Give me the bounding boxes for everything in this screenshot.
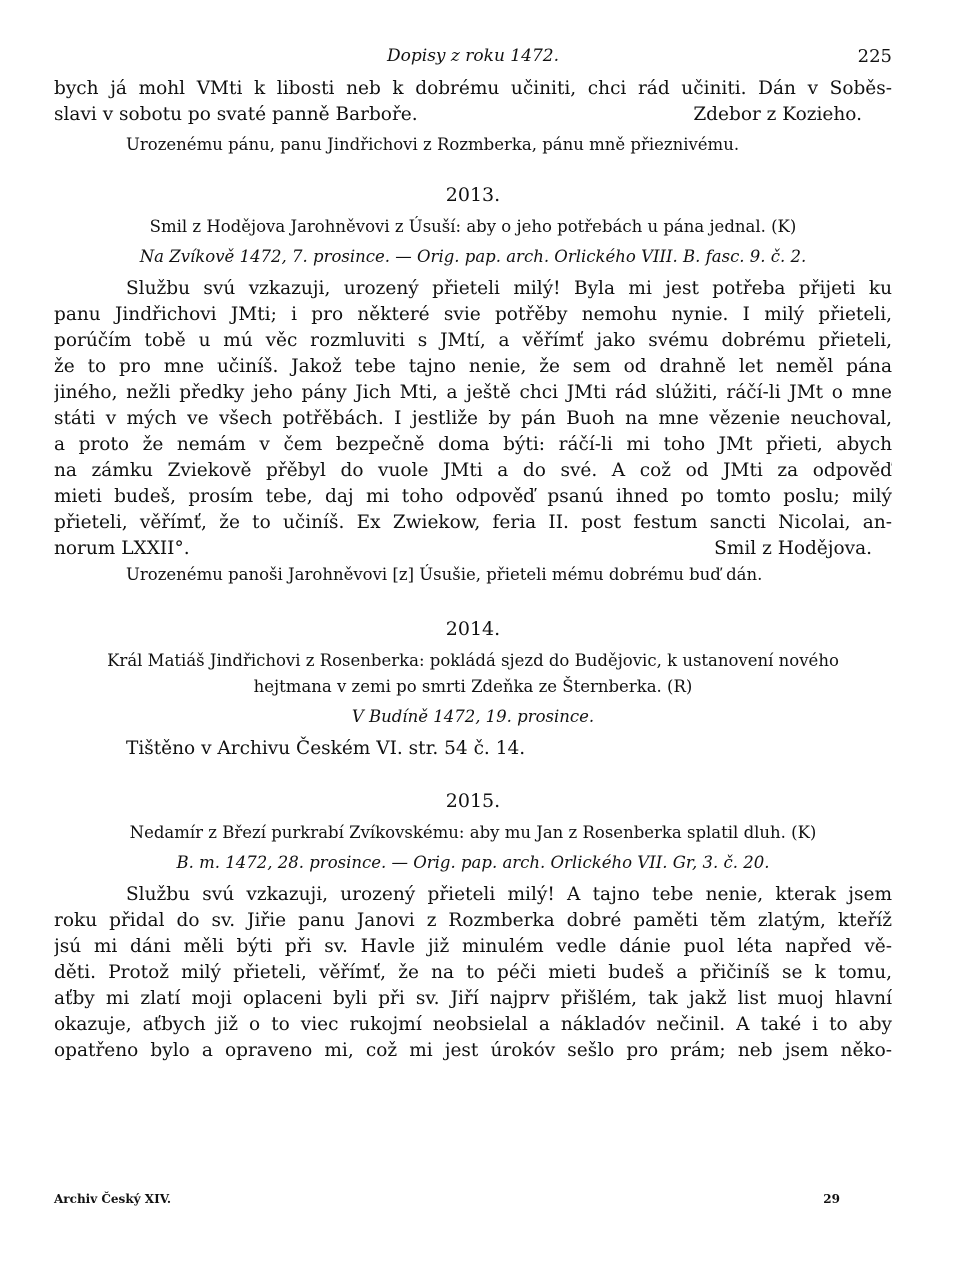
entry-number: 2015. [445,790,501,812]
signature: Smil z Hodějova. [714,538,872,559]
page-header [54,40,892,76]
entry-number: 2014. [445,618,501,640]
body-line: jsú mi dáni měli býti při sv. Havle již minulém vedle dánie puol léta napřed vě- [54,936,892,957]
body-line: Službu svú vzkazuji, urozený přieteli milý! Byla mi jest potřeba přijeti ku [126,278,892,299]
body-line: že to pro mne učiníš. Jakož tebe tajno nenie, že sem od drahně let neměl pána [54,356,892,377]
page-number: 225 [857,46,892,67]
body-line: přieteli, věřímť, že to učiníš. Ex Zwiekow, feria II. post festum sancti Nicolai, an- [54,512,892,533]
document-page [54,40,892,1064]
sheet-number: 29 [823,1192,840,1206]
entry-source: B. m. 1472, 28. prosince. — Orig. pap. arch. Orlického VII. Gr, 3. č. 20. [176,853,770,872]
closing-date: slavi v sobotu po svaté panně Barboře. [54,104,418,125]
body-line: aťby mi zlatí moji oplaceni byli při sv. Jiří najprv přišlém, tak jakž list muoj hlavní [54,988,892,1009]
body-line: opatřeno bylo a opraveno mi, což mi jest úrokóv sešlo pro prám; neb jsem něko- [54,1040,892,1061]
entry-body [54,882,892,1064]
printed-note: Tištěno v Archivu Českém VI. str. 54 č. 14. [126,738,526,759]
entry-number: 2013. [445,184,501,206]
signature: Zdebor z Kozieho. [693,104,862,125]
address-line: Urozenému panoši Jarohněvovi [z] Úsušie, přieteli mému dobrému buď dán. [126,565,763,584]
body-line: panu Jindřichovi JMti; i pro některé svie potřěby nemohu nynie. I milý přieteli, [54,304,892,325]
text-line: bych já mohl VMti k libosti neb k dobrému učiniti, chci rád učiniti. Dán v Soběs- [54,78,892,99]
closing-date: norum LXXII°. [54,538,190,559]
closing-line [54,536,892,562]
signature-mark: Archiv Český XIV. [54,1192,172,1206]
body-line: a proto že nemám v čem bezpečně doma býti: ráčí-li mi toho JMt přieti, abych [54,434,892,455]
page-footer [54,1192,840,1206]
body-line: Službu svú vzkazuji, urozený přieteli milý! A tajno tebe nenie, kterak jsem [126,884,892,905]
body-line: děti. Protož milý přieteli, věřímť, že na to péči mieti budeš a přičiníš se k tomu, [54,962,892,983]
entry-regest: Smil z Hodějova Jarohněvovi z Úsuší: aby o jeho potřebách u pána jednal. (K) [149,217,797,236]
entry-regest: hejtmana v zemi po smrti Zdeňka ze Šternberka. (R) [253,677,693,696]
body-line: okazuje, aťbych již o to viec rukojmí neobsielal a nákladóv nečinil. A také i to aby [54,1014,892,1035]
address-line: Urozenému pánu, panu Jindřichovi z Rozmberka, pánu mně přieznivému. [126,135,740,154]
entry-body [54,276,892,588]
body-line: roku přidal do sv. Jiřie panu Janovi z Rozmberka dobré paměti těm zlatým, kteříž [54,910,892,931]
body-line: mieti budeš, prosím tebe, daj mi toho odpověď psanú ihned po tomto poslu; milý [54,486,892,507]
body-line: na zámku Zviekově přěbyl do vuole JMti a do své. A což od JMti za odpověď [54,460,892,481]
entry-source: Na Zvíkově 1472, 7. prosince. — Orig. pap. arch. Orlického VIII. B. fasc. 9. č. 2. [139,247,807,266]
body-line: státi v mých ve všech potřěbách. I jestliže by pán Buoh na mne vězenie neuchoval, [54,408,892,429]
entry-regest: Nedamír z Březí purkrabí Zvíkovskému: aby mu Jan z Rosenberka splatil dluh. (K) [129,823,817,842]
closing-line [54,102,892,128]
body-line: porúčím tobě u mú věc rozmluviti s JMtí, a věřímť jako svému dobrému přieteli, [54,330,892,351]
entry-regest: Král Matiáš Jindřichovi z Rosenberka: pokládá sjezd do Budějovic, k ustanovení nového [107,651,839,670]
running-title: Dopisy z roku 1472. [387,46,559,66]
body-line: jiného, nežli předky jeho pány Jich Mti, a ještě chci JMti rád slúžiti, ráčí-li JMt o mne [54,382,892,403]
entry-source: V Budíně 1472, 19. prosince. [351,707,595,726]
